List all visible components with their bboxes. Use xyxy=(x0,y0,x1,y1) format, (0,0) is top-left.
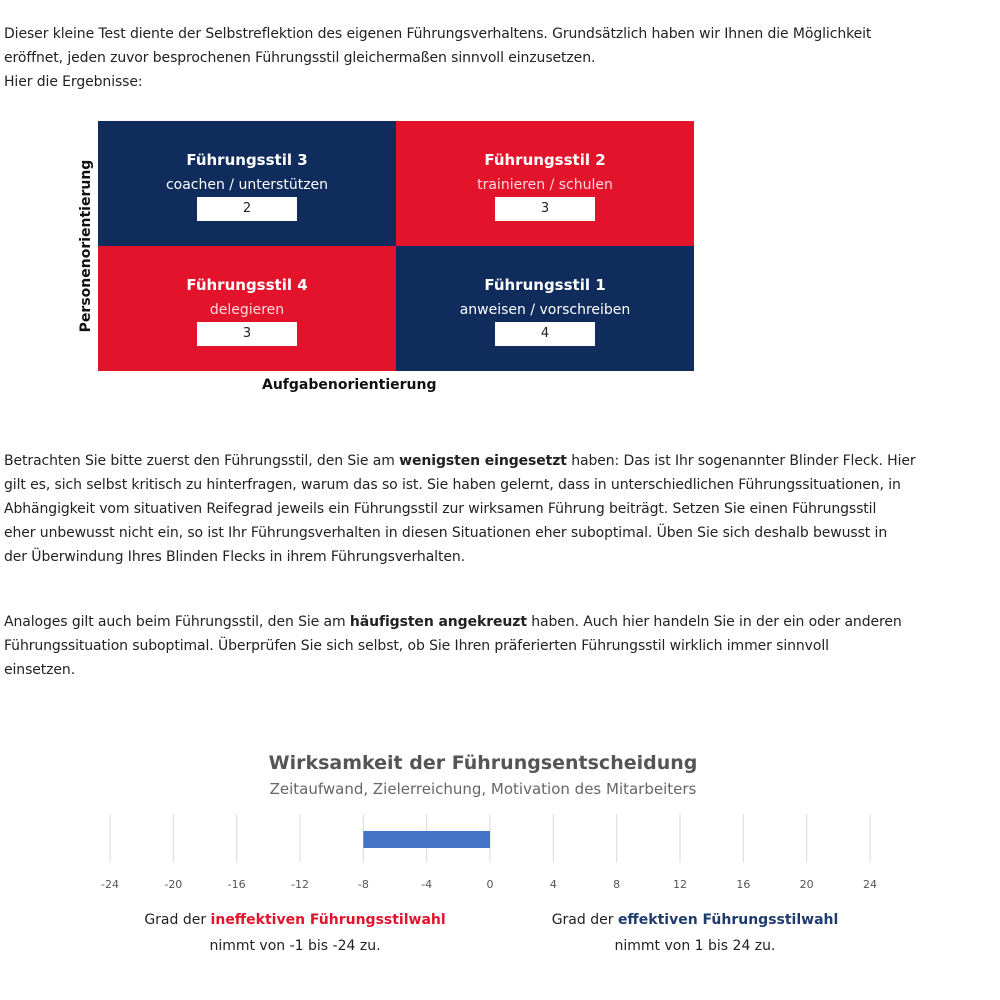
caption-line: nimmt von 1 bis 24 zu. xyxy=(614,938,776,954)
quadrant-count-box: 4 xyxy=(495,322,595,346)
x-tick-label: -20 xyxy=(164,878,183,891)
x-tick-label: -8 xyxy=(357,878,369,891)
caption-line: nimmt von -1 bis -24 zu. xyxy=(209,938,381,954)
quadrant-style-1 xyxy=(396,246,694,371)
text-run: haben. Auch hier handeln Sie in der ein oder anderen xyxy=(526,614,902,630)
x-tick-label: 4 xyxy=(549,878,557,891)
x-axis-label: Aufgabenorientierung xyxy=(262,377,437,393)
paragraph-line: Führungssituation suboptimal. Überprüfen Sie sich selbst, ob Sie Ihren präferierten Führungsstil wirklich immer sinnvoll xyxy=(4,638,829,654)
chart-bars xyxy=(363,831,490,848)
emphasis-text: wenigsten eingesetzt xyxy=(399,453,567,469)
leadership-matrix xyxy=(98,121,694,371)
y-axis-label: Personenorientierung xyxy=(78,159,94,333)
quadrant-count-box: 3 xyxy=(495,197,595,221)
quadrant-title: Führungsstil 4 xyxy=(186,276,308,294)
emphasis-text: häufigsten angekreuzt xyxy=(349,614,527,630)
caption-highlight: ineffektiven Führungsstilwahl xyxy=(210,912,446,928)
x-tick-label: 12 xyxy=(673,878,687,891)
quadrant-style-4 xyxy=(98,246,396,371)
x-tick-label: 16 xyxy=(736,878,751,891)
paragraph-line: Abhängigkeit vom situativen Reifegrad jeweils ein Führungsstil zur wirksamen Führung beiträgt. Setzen Sie einen Führungsstil xyxy=(4,501,877,517)
quadrant-style-2 xyxy=(396,121,694,246)
x-tick-label: 8 xyxy=(613,878,621,891)
text-run: Betrachten Sie bitte zuerst den Führungsstil, den Sie am xyxy=(4,453,400,469)
caption-text: Grad der xyxy=(551,912,618,928)
paragraph-line: eher unbewusst nicht ein, so ist Ihr Führungsverhalten in diesen Situationen eher suboptimal. Üben Sie sich deshalb bewusst in xyxy=(4,525,888,541)
x-tick-label: -4 xyxy=(421,878,433,891)
intro-line: Dieser kleine Test diente der Selbstreflektion des eigenen Führungsverhaltens. Grundsätzlich haben wir Ihnen die Möglichkeit xyxy=(4,26,872,42)
caption-effective xyxy=(520,907,870,959)
text-run: haben: Das ist Ihr sogenannter Blinder Fleck. Hier xyxy=(566,453,916,469)
preferred-style-paragraph xyxy=(4,610,994,682)
blind-spot-paragraph xyxy=(4,449,994,569)
quadrant-style-3 xyxy=(98,121,396,246)
paragraph-line: gilt es, sich selbst kritisch zu hinterfragen, warum das so ist. Sie haben gelernt, dass in unterschiedlichen Führungssituationen, in xyxy=(4,477,901,493)
caption-highlight: effektiven Führungsstilwahl xyxy=(617,912,839,928)
intro-line: Hier die Ergebnisse: xyxy=(4,74,143,90)
quadrant-title: Führungsstil 2 xyxy=(484,151,606,169)
x-tick-label: 20 xyxy=(799,878,814,891)
x-tick-label: -12 xyxy=(291,878,309,891)
caption-line xyxy=(520,907,870,933)
chart-title: Wirksamkeit der Führungsentscheidung xyxy=(268,752,698,774)
caption-text: Grad der xyxy=(144,912,211,928)
caption-line xyxy=(120,907,470,933)
text-run: Analoges gilt auch beim Führungsstil, den Sie am xyxy=(4,614,350,630)
chart-tick-labels xyxy=(101,878,877,891)
caption-ineffective xyxy=(120,907,470,959)
intro-line: eröffnet, jeden zuvor besprochenen Führungsstil gleichermaßen sinnvoll einzusetzen. xyxy=(4,50,596,66)
chart-subtitle: Zeitaufwand, Zielerreichung, Motivation des Mitarbeiters xyxy=(269,780,697,798)
x-tick-label: 0 xyxy=(486,878,494,891)
quadrant-subtitle: trainieren / schulen xyxy=(477,177,613,193)
quadrant-title: Führungsstil 1 xyxy=(484,276,606,294)
x-tick-label: -16 xyxy=(227,878,246,891)
x-tick-label: -24 xyxy=(101,878,119,891)
paragraph-line xyxy=(4,610,994,634)
quadrant-subtitle: anweisen / vorschreiben xyxy=(459,302,631,318)
chart-bar xyxy=(363,831,490,848)
quadrant-subtitle: coachen / unterstützen xyxy=(165,177,329,193)
paragraph-line: der Überwindung Ihres Blinden Flecks in ihrem Führungsverhalten. xyxy=(4,549,466,565)
quadrant-title: Führungsstil 3 xyxy=(186,151,308,169)
paragraph-line xyxy=(4,449,994,473)
paragraph-line: einsetzen. xyxy=(4,662,76,678)
quadrant-subtitle: delegieren xyxy=(209,302,285,318)
quadrant-count-box: 3 xyxy=(197,322,297,346)
effectiveness-chart xyxy=(0,800,1000,900)
intro-paragraph xyxy=(4,22,994,94)
quadrant-count-box: 2 xyxy=(197,197,297,221)
x-tick-label: 24 xyxy=(863,878,877,891)
